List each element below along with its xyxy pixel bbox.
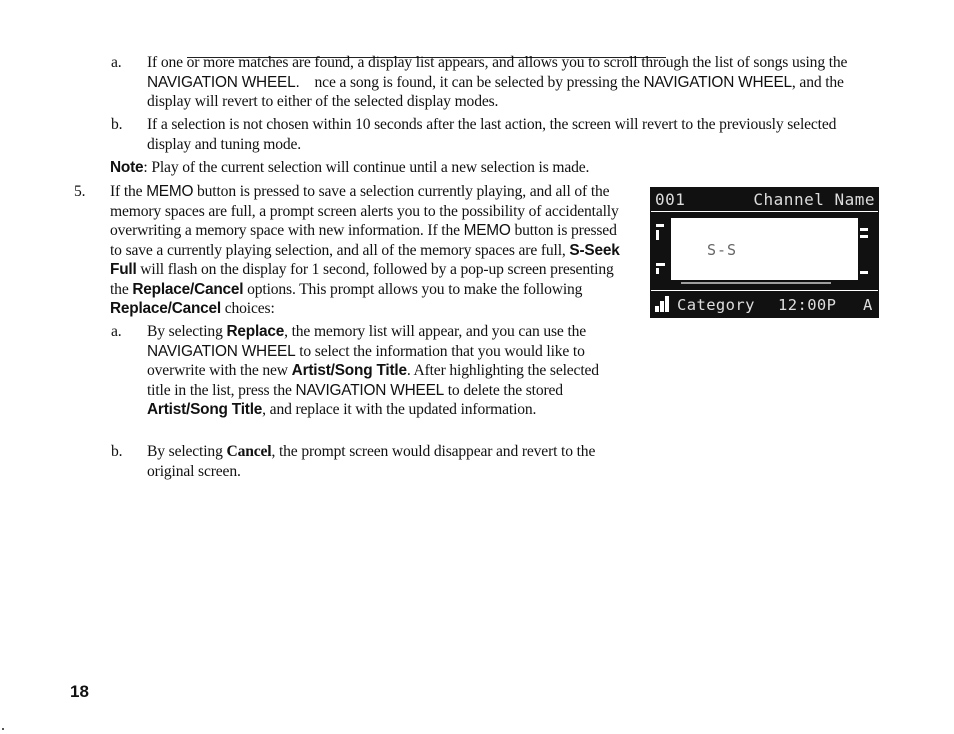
list-label-5: 5. [74,183,86,200]
lcd-popup-window [671,218,858,280]
lcd-pixel-mark [681,282,831,284]
list-label-a: a. [111,54,122,71]
lcd-pixel-mark [656,230,659,240]
paragraph-a1: If one or more matches are found, a display list appears, and allows you to scroll through the list of songs using the NAVIGATION WHEEL. nce a song is found, it can be selected by pressing the NAVIGATION WHEEL, and the display will revert to either of the selected display modes. [147,54,848,110]
lcd-channel-name: Channel Name [753,190,875,209]
lcd-pixel-mark [860,235,868,238]
scan-dot [2,728,4,730]
list-label-b: b. [111,116,123,133]
paragraph-b2: By selecting Cancel, the prompt screen would disappear and revert to the original screen. [147,443,596,480]
lcd-pixel-mark [656,224,664,227]
page-number: 18 [70,682,89,701]
lcd-time: 12:00P [778,296,837,314]
lcd-category: Category [677,296,755,314]
note: Note: Play of the current selection will continue until a new selection is made. [110,159,590,176]
lcd-pixel-mark [656,268,659,274]
lcd-display-illustration [650,187,879,318]
lcd-mode: A [863,296,873,314]
lcd-pixel-mark [860,228,868,231]
paragraph-a2: By selecting Replace, the memory list will appear, and you can use the NAVIGATION WHEEL to select the information that you would like to overwrite with the new Artist/Song Title. After highlighting the selected title in the list, press the NAVIGATION WHEEL to delete the stored Artist/Song Title, and replace it with the updated information. [147,323,599,418]
signal-strength-icon [655,296,673,312]
lcd-pixel-mark [656,263,665,266]
list-label-a-2: a. [111,323,122,340]
list-label-b-2: b. [111,443,123,460]
lcd-pixel-mark [860,271,868,274]
lcd-channel-number: 001 [655,190,686,209]
paragraph-b1: If a selection is not chosen within 10 seconds after the last action, the screen will revert to the previously selected display and tuning mode. [147,116,837,153]
paragraph-5: If the MEMO button is pressed to save a selection currently playing, and all of the memory spaces are full, a prompt screen alerts you to the possibility of accidentally overwriting a memory space with new information. If the MEMO button is pressed to save a currently playing selection, and all of the memory spaces are full, S-Seek Full will flash on the display for 1 second, followed by a pop-up screen presenting the Replace/Cancel options. This prompt allows you to make the following Replace/Cancel choices: [110,183,620,317]
lcd-popup-text: S-S [707,241,738,259]
